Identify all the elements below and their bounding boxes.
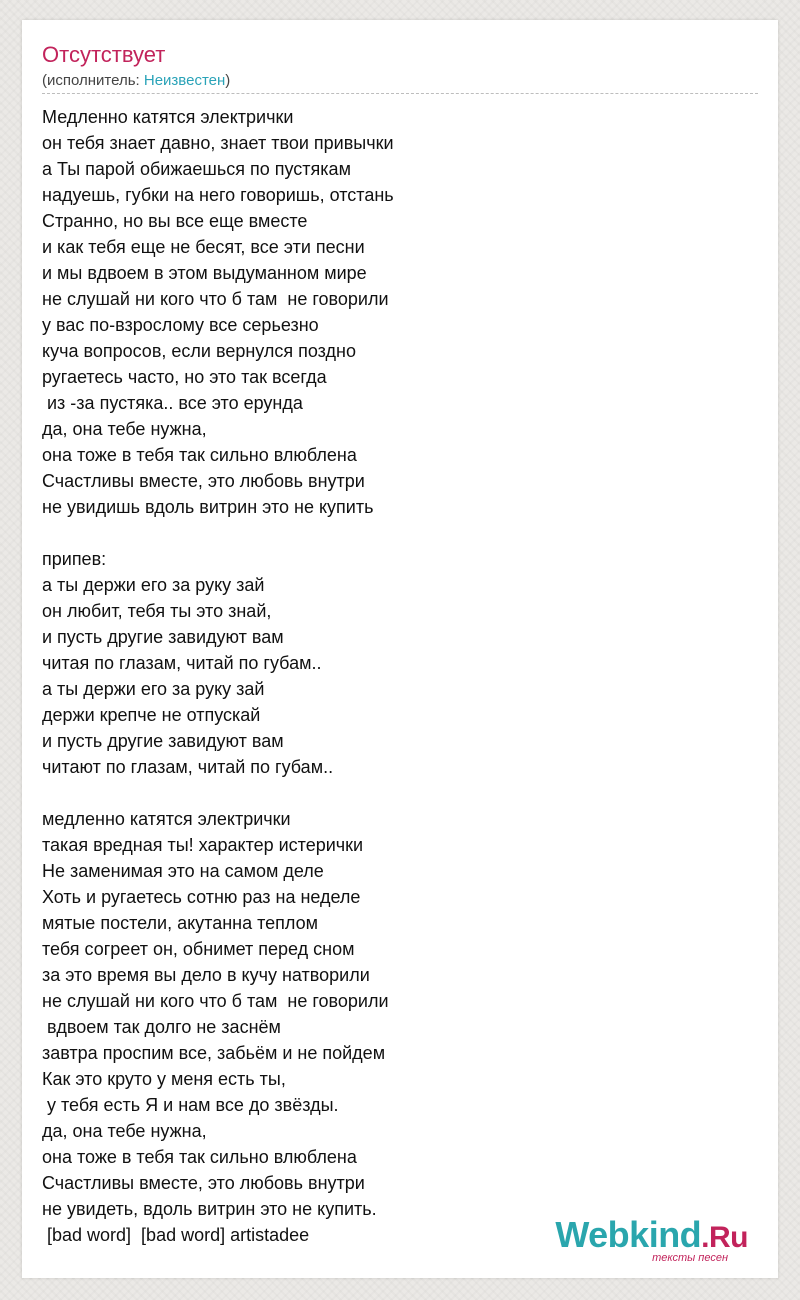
lyrics-card	[22, 20, 778, 1278]
lyric-line: завтра проспим все, забьём и не пойдем	[42, 1043, 386, 1063]
lyric-line: мятые постели, акутанна теплом	[42, 913, 319, 933]
lyric-line: за это время вы дело в кучу натворили	[42, 965, 370, 985]
lyric-line: медленно катятся электрички	[42, 809, 291, 829]
artist-line	[42, 72, 230, 89]
lyric-line: а Ты парой обижаешься по пустякам	[42, 159, 351, 179]
lyric-line: она тоже в тебя так сильно влюблена	[42, 1147, 357, 1167]
lyric-line: ругаетесь часто, но это так всегда	[42, 367, 327, 387]
logo-tld: .Ru	[701, 1221, 748, 1254]
lyrics-text	[42, 104, 394, 1248]
lyric-line: да, она тебе нужна,	[42, 1121, 207, 1141]
lyric-line: Счастливы вместе, это любовь внутри	[42, 471, 365, 491]
lyric-line: тебя согреет он, обнимет перед сном	[42, 939, 355, 959]
lyric-line: да, она тебе нужна,	[42, 419, 207, 439]
lyric-line: Странно, но вы все еще вместе	[42, 211, 308, 231]
lyric-line: из -за пустяка.. все это ерунда	[42, 393, 303, 413]
lyric-line: Счастливы вместе, это любовь внутри	[42, 1173, 365, 1193]
lyric-line: вдвоем так долго не заснём	[42, 1017, 281, 1037]
lyric-line: Не заменимая это на самом деле	[42, 861, 324, 881]
divider	[42, 93, 758, 94]
lyric-line: у вас по-взрослому все серьезно	[42, 315, 319, 335]
logo-tagline: тексты песен	[652, 1252, 728, 1264]
lyric-line: читают по глазам, читай по губам..	[42, 757, 334, 777]
lyric-line: не увидишь вдоль витрин это не купить	[42, 497, 374, 517]
lyric-line: Хоть и ругаетесь сотню раз на неделе	[42, 887, 361, 907]
lyric-line: куча вопросов, если вернулся поздно	[42, 341, 356, 361]
lyric-line: припев:	[42, 549, 107, 569]
lyric-line: у тебя есть Я и нам все до звёзды.	[42, 1095, 339, 1115]
lyric-line: и пусть другие завидуют вам	[42, 627, 284, 647]
lyric-line: а ты держи его за руку зай	[42, 575, 265, 595]
lyric-line: читая по глазам, читай по губам..	[42, 653, 322, 673]
lyric-line: такая вредная ты! характер истерички	[42, 835, 364, 855]
logo-main-text: Webkind	[555, 1214, 702, 1255]
lyric-line	[42, 780, 394, 806]
lyric-line: [bad word] [bad word] artistadee	[42, 1225, 310, 1245]
artist-suffix: )	[225, 72, 231, 89]
lyric-line: надуешь, губки на него говоришь, отстань	[42, 185, 394, 205]
artist-link[interactable]: Неизвестен	[143, 72, 226, 89]
song-title: Отсутствует	[42, 42, 166, 67]
lyric-line: Как это круто у меня есть ты,	[42, 1069, 286, 1089]
lyric-line: не слушай ни кого что б там не говорили	[42, 991, 389, 1011]
lyric-line: не слушай ни кого что б там не говорили	[42, 289, 389, 309]
lyric-line: он тебя знает давно, знает твои привычки	[42, 133, 394, 153]
lyric-line: и как тебя еще не бесят, все эти песни	[42, 237, 365, 257]
lyric-line	[42, 520, 394, 546]
lyric-line: не увидеть, вдоль витрин это не купить.	[42, 1199, 377, 1219]
lyric-line: и пусть другие завидуют вам	[42, 731, 284, 751]
lyric-line: он любит, тебя ты это знай,	[42, 601, 272, 621]
lyric-line: Медленно катятся электрички	[42, 107, 294, 127]
lyric-line: а ты держи его за руку зай	[42, 679, 265, 699]
lyric-line: она тоже в тебя так сильно влюблена	[42, 445, 357, 465]
lyric-line: держи крепче не отпускай	[42, 705, 261, 725]
site-logo[interactable]	[555, 1214, 748, 1264]
lyric-line: и мы вдвоем в этом выдуманном мире	[42, 263, 367, 283]
artist-prefix: (исполнитель:	[42, 72, 144, 89]
